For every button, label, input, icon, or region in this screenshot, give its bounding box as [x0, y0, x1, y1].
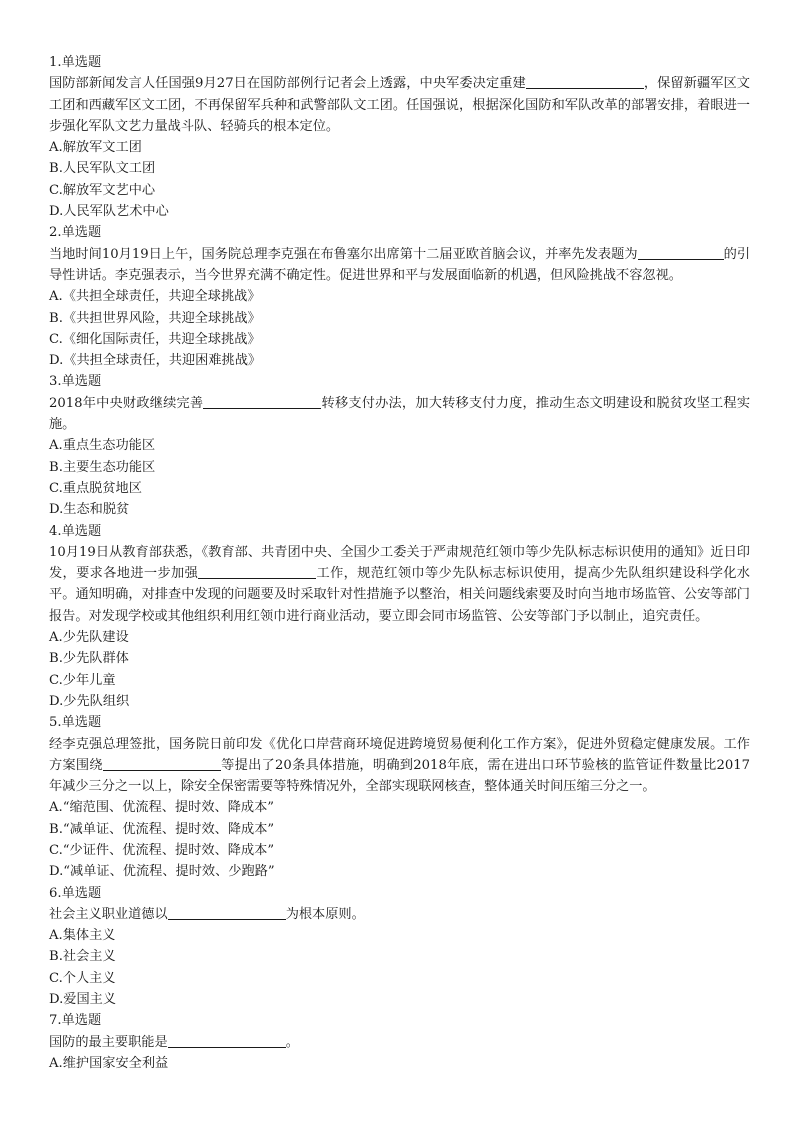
answer-blank [103, 755, 221, 771]
question-header: 5.单选题 [49, 715, 102, 731]
question-stem: 经李克强总理签批，国务院日前印发《优化口岸营商环境促进跨境贸易便利化工作方案》，促进外贸稳定健康发展。工作方案围绕 等提出了20条具体措施，明确到2018年底，需在进出口环节验核的监管证件数量比2017年减少三分之一以上，除安全保密需要等特殊情况外，全部实现联网核查，整体通关时间压缩三分之一。 [49, 736, 751, 795]
question-header: 6.单选题 [49, 885, 102, 901]
option-b: B.“减单证、优流程、提时效、降成本” [49, 821, 275, 837]
question-3 [49, 371, 750, 520]
question-header: 4.单选题 [49, 523, 102, 539]
answer-blank [526, 73, 644, 89]
question-stem: 国防的最主要职能是 。 [49, 1032, 750, 1053]
question-7 [49, 1010, 750, 1074]
option-c: C.个人主义 [49, 970, 116, 986]
option-c: C.少年儿童 [49, 672, 116, 688]
answer-blank [168, 904, 286, 920]
question-header: 2.单选题 [49, 225, 102, 241]
answer-blank [168, 1032, 286, 1048]
option-a: A.“缩范围、优流程、提时效、降成本” [49, 800, 275, 816]
question-stem: 2018年中央财政继续完善 转移支付办法，加大转移支付力度，推动生态文明建设和脱贫攻坚工程实施。 [49, 393, 750, 436]
question-1 [49, 52, 750, 222]
option-d: D.生态和脱贫 [49, 502, 130, 518]
answer-blank [198, 563, 316, 579]
option-b: B.少先队群体 [49, 651, 129, 667]
question-stem: 10月19日从教育部获悉，《教育部、共青团中央、全国少工委关于严肃规范红领巾等少先队标志标识使用的通知》近日印发，要求各地进一步加强 工作，规范红领巾等少先队标志标识使用，提高少先队组织建设科学化水平。通知明确，对排查中发现的问题要及时采取针对性措施予以整治，相关问题线索要及时向当地市场监管、公安等部门报告。对发现学校或其他组织利用红领巾进行商业活动，要立即会同市场监管、公安等部门予以制止，追究责任。 [49, 544, 750, 624]
option-a: A.重点生态功能区 [49, 438, 156, 454]
option-d: D.人民军队艺术中心 [49, 204, 169, 220]
answer-blank [638, 244, 724, 260]
option-b: B.主要生态功能区 [49, 459, 156, 475]
option-d: D.“减单证、优流程、提时效、少跑路” [49, 864, 275, 880]
option-b: B.人民军队文工团 [49, 161, 156, 177]
question-5 [49, 712, 750, 882]
option-c: C.解放军文艺中心 [49, 182, 156, 198]
answer-blank [203, 393, 321, 409]
question-header: 7.单选题 [49, 1013, 102, 1029]
question-header: 3.单选题 [49, 374, 102, 390]
option-d: D.《共担全球责任，共迎困难挑战》 [49, 353, 262, 369]
question-4 [49, 521, 750, 713]
option-c: C.《细化国际责任，共迎全球挑战》 [49, 331, 261, 347]
option-a: A.维护国家安全利益 [49, 1055, 169, 1071]
question-stem: 社会主义职业道德以 为根本原则。 [49, 904, 750, 925]
question-header: 1.单选题 [49, 55, 102, 70]
option-a: A.少先队建设 [49, 630, 129, 646]
option-a: A.集体主义 [49, 928, 116, 944]
question-6 [49, 883, 750, 1011]
option-b: B.《共担世界风险，共迎全球挑战》 [49, 310, 261, 326]
option-c: C.“少证件、优流程、提时效、降成本” [49, 842, 275, 858]
question-stem: 当地时间10月19日上午，国务院总理李克强在布鲁塞尔出席第十二届亚欧首脑会议，并率先发表题为 的引导性讲话。李克强表示，当今世界充满不确定性。促进世界和平与发展面临新的机遇，但风险挑战不容忽视。 [49, 244, 750, 287]
option-c: C.重点脱贫地区 [49, 480, 142, 496]
option-d: D.少先队组织 [49, 693, 130, 709]
option-d: D.爱国主义 [49, 992, 117, 1008]
question-stem: 国防部新闻发言人任国强9月27日在国防部例行记者会上透露，中央军委决定重建 ，保留新疆军区文工团和西藏军区文工团，不再保留军兵种和武警部队文工团。任国强说，根据深化国防和军队改革的部署安排，着眼进一步强化军队文艺力量战斗队、轻骑兵的根本定位。 [49, 73, 750, 137]
option-a: A.解放军文工团 [49, 140, 142, 156]
question-2 [49, 222, 750, 371]
option-a: A.《共担全球责任，共迎全球挑战》 [49, 289, 261, 305]
option-b: B.社会主义 [49, 949, 116, 965]
